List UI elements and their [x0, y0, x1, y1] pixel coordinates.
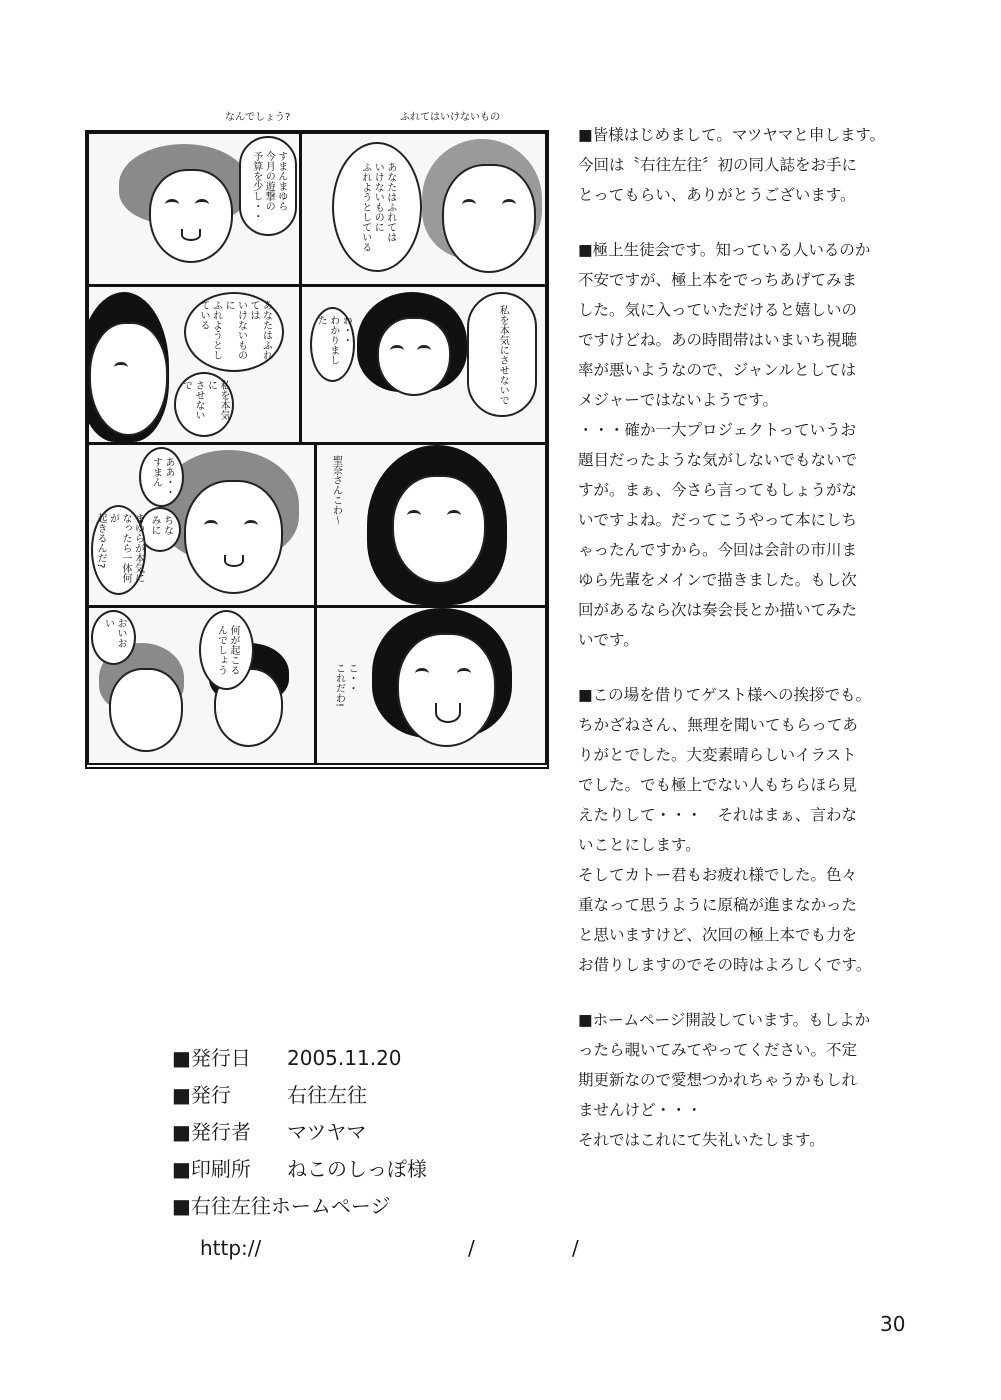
page-number: 30 — [880, 1312, 906, 1336]
speech-bubble: まゆらが本気に なったら一体何が 起きるんだ? — [91, 505, 146, 595]
character-face — [377, 317, 451, 396]
colophon-label: ■発行日 — [172, 1046, 251, 1070]
speech-bubble: あなたはふれては いけないものに ふれようとしている — [184, 292, 284, 372]
character-eye — [457, 668, 471, 679]
speech-bubble: すまんまゆら 今月の遊撃の 予算を少し・・ — [239, 136, 297, 236]
message-paragraph: ■極上生徒会です。知っている人いるのか 不安ですが、極上本をでっちあげてみま した。気に入っていただけると嬉しいの ですけどね。あの時間帯はいまいち視聴 率が悪いようなので、ジャンルとしては メジャーではないようです。 ・・・確か一大プロジェクトっていうお 題目だったような気がしないでもないで すが。まぁ、今さら言ってもしょうがな いですよね。だってこうやって本にしち ゃったんですから。今回は会計の市川ま ゆら先輩をメインで描きました。もし次 回があるなら次は奏会長とか描いてみた いです。 — [578, 241, 871, 649]
message-paragraph: ■皆様はじめまして。マツヤマと申します。 今回は〝右往左往〞初の同人誌をお手に とってもらい、ありがとうございます。 — [578, 126, 886, 204]
comic-panel — [300, 285, 547, 444]
character-eye — [502, 199, 516, 210]
speech-bubble: わ・・ わかりました — [310, 307, 355, 382]
character-eye — [462, 199, 476, 210]
character-eye — [195, 199, 209, 210]
character-face — [442, 164, 536, 273]
character-face — [109, 668, 183, 752]
comic-panels — [85, 130, 549, 769]
speech-bubble: 私を本気にさせないで — [467, 292, 537, 417]
character-face — [184, 480, 283, 594]
comic-panel — [315, 606, 547, 765]
comic-panel — [315, 443, 547, 607]
url-prefix: http:// — [200, 1236, 262, 1260]
message-paragraph: ■ホームページ開設しています。もしよか ったら覗いてみてやってください。不定 期更新なので愛想つかれちゃうかもしれ ませんけど・・・ それではこれにて失礼いたします。 — [578, 1011, 871, 1149]
colophon-label: ■発行者 — [172, 1120, 251, 1144]
colophon — [172, 1040, 572, 1225]
speech-bubble: 何が起こる んでしょう — [199, 610, 254, 690]
colophon-row — [172, 1040, 572, 1077]
comic-panel — [87, 443, 316, 607]
speech-bubble: ちなみに — [139, 507, 181, 552]
character-face — [149, 169, 233, 263]
colophon-row — [172, 1114, 572, 1151]
colophon-label: ■印刷所 — [172, 1157, 251, 1181]
colophon-value: ねこのしっぽ様 — [287, 1157, 427, 1181]
character-face — [392, 475, 486, 584]
colophon-row — [172, 1077, 572, 1114]
speech-bubble: あなたはふれては いけないものに ふれようとしている — [332, 142, 422, 272]
character-eye — [165, 199, 179, 210]
character-mouth — [181, 229, 201, 241]
comic-panel — [87, 285, 301, 444]
speech-bubble: ああ・・ すまん — [139, 447, 184, 507]
character-mouth — [224, 555, 244, 567]
character-eye — [417, 345, 431, 356]
sound-effect-text: こ・・ これだわ! — [333, 663, 357, 708]
character-eye — [390, 345, 404, 356]
url-slash: / — [572, 1236, 579, 1260]
character-eye — [447, 510, 461, 521]
comic-column-title: ふれてはいけないもの — [400, 112, 500, 123]
character-eye — [244, 520, 258, 531]
comic-panel — [300, 132, 547, 286]
colophon-label: ■右往左往ホームページ — [172, 1194, 391, 1218]
comic-strip — [85, 108, 545, 768]
character-mouth — [435, 703, 461, 723]
comic-column-title: なんでしょう? — [225, 112, 291, 123]
colophon-row — [172, 1151, 572, 1188]
colophon-value: マツヤマ — [287, 1120, 367, 1144]
character-face — [397, 633, 496, 747]
character-eye — [407, 510, 421, 521]
character-face — [89, 322, 168, 436]
speech-bubble: おいおい — [91, 610, 136, 665]
sound-effect-text: 聖奈さんこわ〜 — [330, 455, 342, 525]
comic-panel — [87, 132, 301, 286]
character-eye — [204, 520, 218, 531]
colophon-value: 右往左往 — [287, 1083, 367, 1107]
colophon-row — [172, 1188, 572, 1225]
author-message — [578, 120, 938, 1180]
comic-panel — [87, 606, 316, 765]
url-slash: / — [468, 1236, 475, 1260]
character-eye — [415, 668, 429, 679]
colophon-value: 2005.11.20 — [287, 1046, 402, 1070]
message-paragraph: ■この場を借りてゲスト様への挨拶でも。 ちかざねさん、無理を聞いてもらってあ りがとでした。大変素晴らしいイラスト でした。でも極上でない人もちらほら見 えたりして・・・ それはまぁ、言わな いことにします。 そしてカトー君もお疲れ様でした。色々 重なって思うように原稿が進まなかった と思いますけど、次回の極上本でも力を お借りしますのでその時はよろしくです。 — [578, 686, 872, 974]
colophon-label: ■発行 — [172, 1083, 231, 1107]
character-eye — [114, 362, 128, 373]
speech-bubble: 私を本気に させないで — [174, 372, 234, 437]
